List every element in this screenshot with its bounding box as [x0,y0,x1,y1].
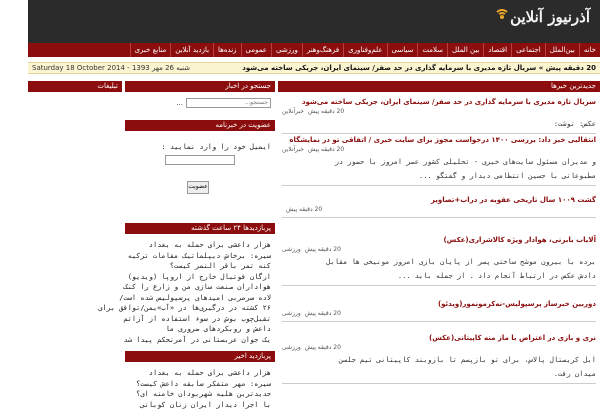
list-item[interactable]: لاده سرمربی امیدهای پرسپولیس شده است/ [119,293,271,302]
list-item[interactable]: هزار داعشی برای حمله به بغداد [148,369,271,377]
nav-item[interactable]: بین‌الملل [545,43,579,57]
news-snippet: میدان رفت. [553,370,596,378]
latest-list [125,362,275,413]
nav-item[interactable]: فرهنگ‌وهنر [302,43,343,57]
logo-text: آذرنیوز آنلاین [510,8,590,26]
list-item[interactable]: یک جوان عربستانی در آمرتحکم پیدا شد [123,335,271,344]
search-title: جستجو در اخبار [125,81,275,92]
news-headline[interactable]: انتقالیی خبر داد: بررسی ۱۴۰۰ درخواست مجوز برای سایت خبری / اتفاقی تو در نمایشگاه [289,136,596,144]
news-time: 20 دقیقه پیش [307,108,345,115]
news-time: 20 دقیقه پیش [307,146,345,153]
news-meta [278,204,600,215]
news-meta [278,308,600,319]
divider [282,285,596,286]
news-time: 20 دقیقه پیش [304,246,341,253]
news-time: 20 دقیقه پیش [286,206,323,213]
email-field[interactable] [165,155,235,165]
news-time: 20 دقیقه پیش [304,344,341,351]
news-headline[interactable]: سریال تازه مدیری با سرمایه گذاری در حد صفر/ سینمای ایران، جریکی ساخته می‌شود [301,98,596,106]
list-item[interactable]: هواداران صنعت سازی من و زارع را کنک [123,283,271,291]
news-article [278,196,600,220]
membership-prompt: ایمیل خود را وارد نمایید : [161,143,271,151]
news-snippet: ابل کریستال پالاس، برای تو بازپسم تا بازوبند کاپیتانی تیم جلسن [338,356,596,364]
list-item[interactable]: ارگان فوتبال خارج از اروپا (ویدیو) [127,272,271,281]
list-item[interactable]: جدیدترین هلیه شهربودان خامنه ای؟ [136,390,271,398]
nav-item[interactable]: سیاسی [387,43,418,57]
most-viewed-list [98,234,275,348]
list-item[interactable]: هزار داعشی برای حمله به بغداد [148,241,271,249]
rss-signal-icon [494,9,510,25]
ticker-date: Saturday 18 October 2014 - شنبه 26 مهر 1393 [32,64,191,72]
search-row [125,92,275,114]
list-item[interactable]: سیره: مهر متفکر سابقه داعش کیست؟ [136,379,271,388]
news-category[interactable]: ورزشی [282,310,301,317]
news-meta [278,244,600,255]
nav-item[interactable]: اقتصاد [483,43,511,57]
news-category[interactable]: خبرآنلاین [282,146,304,153]
main-nav [28,43,600,57]
ads-title: تبلیغات [28,81,122,92]
latest-title: پربازدید اخیر [125,351,275,362]
list-item[interactable]: سیره: برخاش دیپلماتیک مقامات ترکیه [127,251,271,260]
ticker-headline[interactable]: 20 دقیقه پیش » سریال تازه مدیری با سرمایه گذاری در حد صفر/ سینمای ایران، جریکی ساخته می‌شود [242,64,596,72]
news-ticker [28,62,600,74]
news-headline[interactable]: گشت ۱۰۰۹ سال تاریخی عقوبه در دراب+تصاویر [430,196,596,204]
news-snippet: و مدیران مسئول سایت‌های خبری - تحلیلی کشور عصر امروز با حضور در [334,158,596,166]
news-snippet: عکس: توشت: [553,120,596,128]
news-headline[interactable]: دوربین خبرساز پرسپولیس-نه‌کرمونمور(ویدئو) [437,300,596,308]
news-category[interactable]: خبرآنلاین [282,108,304,115]
news-article [278,98,600,136]
membership-box [125,143,275,221]
nav-item[interactable]: بین الملل [447,43,483,57]
nav-item[interactable]: اجتماعی [511,43,545,57]
nav-item[interactable]: عمومی [241,43,271,57]
divider [282,217,596,218]
divider [282,321,596,322]
list-item[interactable]: با اجرا دیدار ایران زنان کوبانی [140,400,271,409]
nav-item[interactable]: سلامت [417,43,447,57]
search-submit[interactable]: ... [176,99,183,107]
divider [282,383,596,384]
list-item[interactable]: تقبل‌چوب بوش در سوء استفاده از آزاتم [123,314,271,323]
news-headline[interactable]: نری و بازی در اعتراض با ماز منه کاپیتانی(عکس) [429,334,596,342]
news-meta [278,342,600,353]
subscribe-button[interactable]: عضویت [187,181,209,194]
search-input[interactable] [186,98,271,108]
nav-item[interactable]: خانه [579,43,600,57]
nav-item[interactable]: ورزشی [271,43,302,57]
ads-column [28,81,122,400]
news-article [278,334,600,386]
membership-title: عضویت در خبرنامه [125,120,275,131]
news-category[interactable]: ورزشی [282,344,301,351]
nav-item[interactable]: بازدید آنلاین [170,43,213,57]
nav-item[interactable]: منابع خبری [130,43,171,57]
news-article [278,300,600,324]
divider [282,133,596,134]
most-viewed-title: پربازدیدها ۲۴ ساعت گذشته [125,223,275,234]
news-category[interactable]: ورزشی [282,246,301,253]
site-logo[interactable] [490,8,590,26]
list-item[interactable]: ۲۶ کشته در درگیری‌ها در «آب»‌یمن/توافق برای [98,304,271,312]
news-snippet: برده با بیرون موشح ساختی پسر از پایان بازی امروز مونیخی ها مقابل [326,258,596,266]
nav-item[interactable]: علم‌وفناوری [343,43,386,57]
news-column [278,81,600,400]
list-item[interactable]: کنه تمر باقر النمر کیست؟ [169,262,271,270]
list-item[interactable]: داعش و روبکردهای ضروری ما [165,325,271,333]
news-article [278,236,600,288]
divider [282,185,596,186]
latest-news-title: جدیدترین خبرها [278,81,600,92]
news-meta [278,106,600,117]
news-headline[interactable]: آلایاب بابرتی، هوادار ویژه کالاشراری(عکس) [443,236,596,244]
nav-item[interactable]: زنده‌ها [213,43,241,57]
news-snippet: دادش عکس در ارتباط آنجام داد . از جمله باید ... [397,272,596,280]
news-time: 20 دقیقه پیش [304,310,341,317]
news-meta [278,144,600,155]
site-header [28,0,600,43]
news-article [278,136,600,188]
news-snippet: مطبوعاتی با حسین انتظامی دیدار و گفتگو ... [418,172,596,180]
